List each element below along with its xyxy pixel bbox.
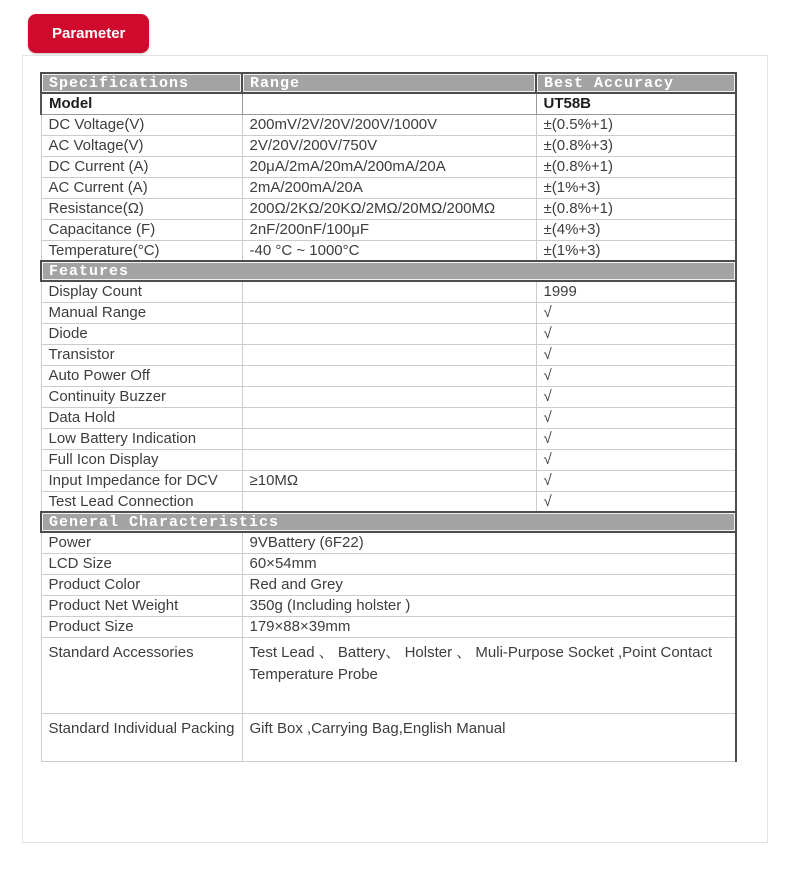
feature-value: √ (536, 302, 736, 323)
spec-accuracy: ±(4%+3) (536, 219, 736, 240)
feature-label: Diode (41, 323, 242, 344)
table-row (41, 365, 736, 386)
spec-range: 2V/20V/200V/750V (242, 135, 536, 156)
general-label: Product Color (41, 574, 242, 595)
content-panel (22, 55, 768, 843)
spec-label: DC Current (A) (41, 156, 242, 177)
spec-range: 20μA/2mA/20mA/200mA/20A (242, 156, 536, 177)
feature-label: Continuity Buzzer (41, 386, 242, 407)
spec-accuracy: ±(0.8%+3) (536, 135, 736, 156)
spec-range: -40 °C ~ 1000°C (242, 240, 536, 261)
feature-label: Data Hold (41, 407, 242, 428)
feature-range (242, 386, 536, 407)
table-row (41, 574, 736, 595)
feature-label: Full Icon Display (41, 449, 242, 470)
section-header-row (41, 261, 736, 281)
table-row (41, 198, 736, 219)
column-header-range: Range (242, 73, 536, 93)
table-row (41, 595, 736, 616)
spec-label: AC Voltage(V) (41, 135, 242, 156)
tab-parameter[interactable]: Parameter (28, 14, 149, 53)
column-header-specifications: Specifications (41, 73, 242, 93)
features-section-header: Features (41, 261, 736, 281)
feature-range (242, 323, 536, 344)
general-value: 350g (Including holster ) (242, 595, 736, 616)
feature-range (242, 344, 536, 365)
table-row (41, 114, 736, 135)
table-row (41, 491, 736, 512)
general-value: 9VBattery (6F22) (242, 532, 736, 553)
table-row (41, 219, 736, 240)
feature-value: √ (536, 344, 736, 365)
spec-label: Resistance(Ω) (41, 198, 242, 219)
spec-accuracy: ±(1%+3) (536, 177, 736, 198)
general-value: Test Lead 、 Battery、 Holster 、 Muli-Purpose Socket ,Point Contact Temperature Probe (242, 637, 736, 713)
table-row (41, 156, 736, 177)
spec-accuracy: ±(1%+3) (536, 240, 736, 261)
feature-label: Display Count (41, 281, 242, 302)
feature-value: √ (536, 470, 736, 491)
feature-value: √ (536, 407, 736, 428)
table-row (41, 553, 736, 574)
spec-accuracy: ±(0.8%+1) (536, 156, 736, 177)
specification-table (40, 72, 737, 762)
spec-range: 2mA/200mA/20A (242, 177, 536, 198)
feature-range (242, 302, 536, 323)
general-label: LCD Size (41, 553, 242, 574)
specifications-section (41, 73, 736, 261)
general-value: Gift Box ,Carrying Bag,English Manual (242, 713, 736, 761)
table-row (41, 135, 736, 156)
general-label: Standard Individual Packing (41, 713, 242, 761)
table-row (41, 616, 736, 637)
general-label: Product Size (41, 616, 242, 637)
general-label: Product Net Weight (41, 595, 242, 616)
feature-value: √ (536, 449, 736, 470)
spec-accuracy: ±(0.5%+1) (536, 114, 736, 135)
table-row (41, 713, 736, 761)
spec-range: 200Ω/2KΩ/20KΩ/2MΩ/20MΩ/200MΩ (242, 198, 536, 219)
model-label: Model (41, 93, 242, 114)
spec-label: AC Current (A) (41, 177, 242, 198)
table-header-row (41, 73, 736, 93)
feature-range: ≥10MΩ (242, 470, 536, 491)
feature-range (242, 365, 536, 386)
general-label: Power (41, 532, 242, 553)
spec-label: Capacitance (F) (41, 219, 242, 240)
feature-label: Input Impedance for DCV (41, 470, 242, 491)
feature-value: √ (536, 365, 736, 386)
general-section-header: General Characteristics (41, 512, 736, 532)
table-row (41, 532, 736, 553)
feature-label: Manual Range (41, 302, 242, 323)
table-row (41, 407, 736, 428)
spec-range: 200mV/2V/20V/200V/1000V (242, 114, 536, 135)
table-row (41, 637, 736, 713)
feature-value: √ (536, 323, 736, 344)
general-section (41, 512, 736, 761)
table-row (41, 281, 736, 302)
table-row (41, 449, 736, 470)
spec-accuracy: ±(0.8%+1) (536, 198, 736, 219)
feature-value: √ (536, 491, 736, 512)
model-row (41, 93, 736, 114)
table-row (41, 428, 736, 449)
feature-value: √ (536, 428, 736, 449)
spec-label: Temperature(°C) (41, 240, 242, 261)
feature-range (242, 491, 536, 512)
model-range-cell (242, 93, 536, 114)
feature-value: 1999 (536, 281, 736, 302)
table-row (41, 240, 736, 261)
feature-label: Low Battery Indication (41, 428, 242, 449)
feature-label: Test Lead Connection (41, 491, 242, 512)
features-section (41, 261, 736, 512)
table-row (41, 344, 736, 365)
model-value: UT58B (536, 93, 736, 114)
feature-range (242, 449, 536, 470)
table-row (41, 470, 736, 491)
feature-range (242, 428, 536, 449)
table-row (41, 302, 736, 323)
general-label: Standard Accessories (41, 637, 242, 713)
general-value: Red and Grey (242, 574, 736, 595)
feature-label: Transistor (41, 344, 242, 365)
spec-label: DC Voltage(V) (41, 114, 242, 135)
feature-range (242, 281, 536, 302)
feature-label: Auto Power Off (41, 365, 242, 386)
table-row (41, 177, 736, 198)
column-header-best-accuracy: Best Accuracy (536, 73, 736, 93)
table-row (41, 386, 736, 407)
feature-value: √ (536, 386, 736, 407)
feature-range (242, 407, 536, 428)
spec-range: 2nF/200nF/100μF (242, 219, 536, 240)
general-value: 179×88×39mm (242, 616, 736, 637)
section-header-row (41, 512, 736, 532)
general-value: 60×54mm (242, 553, 736, 574)
table-row (41, 323, 736, 344)
